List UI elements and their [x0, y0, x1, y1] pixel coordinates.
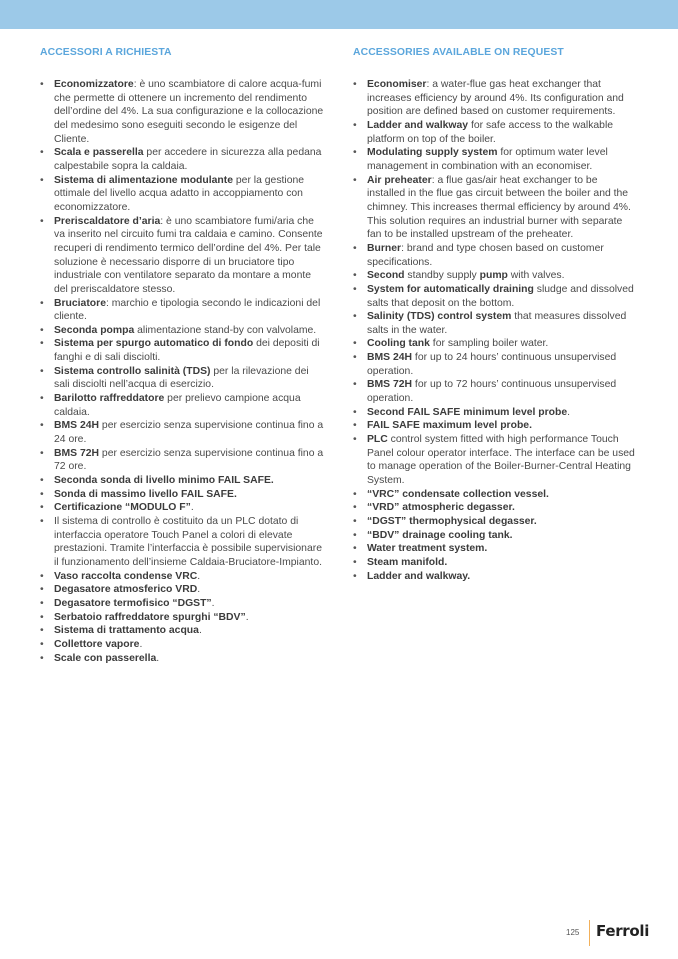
- item-term: Cooling tank: [367, 338, 430, 350]
- item-text: standby supply: [404, 270, 480, 282]
- list-item: [353, 570, 638, 584]
- list-item: [40, 583, 325, 597]
- footer-divider: [589, 920, 590, 946]
- item-text: .: [139, 638, 143, 650]
- item-term: Economizzatore: [54, 79, 134, 90]
- item-text: for optimum water level management in combination with an economiser.: [367, 147, 608, 172]
- item-term: “VRD” atmospheric degasser.: [367, 502, 515, 514]
- item-term: Vaso raccolta condense VRC: [54, 570, 198, 582]
- italian-column: [40, 46, 325, 665]
- item-text: for up to 72 hours’ continuous unsupervised operation.: [367, 379, 617, 405]
- item-term: Economiser: [367, 79, 427, 90]
- item-term: BMS 24H: [54, 420, 100, 432]
- list-item: [40, 146, 325, 173]
- list-item: [40, 365, 325, 392]
- list-item: [40, 515, 325, 570]
- list-item: [40, 419, 325, 446]
- list-item: [353, 529, 638, 543]
- list-item: [353, 488, 638, 502]
- list-item: [40, 624, 325, 638]
- item-term: Collettore vapore: [54, 638, 140, 650]
- ferroli-logo: Ferroli: [596, 922, 650, 940]
- item-text: that measures dissolved salts in the water.: [367, 311, 627, 336]
- list-item: [40, 474, 325, 488]
- item-text: .: [197, 570, 201, 582]
- item-text: .: [197, 584, 201, 596]
- list-item: [40, 570, 325, 584]
- list-item: [353, 542, 638, 556]
- item-text: : marchio e tipologia secondo le indicazioni del cliente.: [54, 297, 321, 323]
- item-text: : è uno scambiatore fumi/aria che va inserito nel circuito fumi tra caldaia e camino. Consente recuperi di rendimento termico dell’ordine del 4%. Per tale soluzione è necessario disporre di un bruciatore tipo industriale con ventilatore separato da montare a monte del preriscaldatore stesso.: [54, 215, 323, 295]
- item-text: : brand and type chosen based on customer specifications.: [367, 242, 604, 268]
- list-item: [353, 310, 638, 337]
- item-term: Bruciatore: [54, 297, 106, 309]
- list-item: [40, 324, 325, 338]
- item-term: FAIL SAFE maximum level probe.: [367, 420, 532, 432]
- item-term: Second FAIL SAFE minimum level probe: [367, 406, 568, 418]
- item-term: Steam manifold.: [367, 556, 448, 568]
- english-accessory-list: [353, 78, 638, 583]
- item-term: BMS 72H: [54, 447, 100, 459]
- italian-heading: ACCESSORI A RICHIESTA: [40, 47, 172, 58]
- item-term: Certificazione “MODULO F”: [54, 502, 191, 514]
- item-term: Modulating supply system: [367, 147, 498, 159]
- item-text: sludge and dissolved salts that deposit on the bottom.: [367, 283, 634, 309]
- item-term: Seconda pompa: [54, 324, 135, 336]
- list-item: [40, 597, 325, 611]
- item-text: per la gestione ottimale del livello acqua adatto in accoppiamento con economizzatore.: [54, 174, 305, 213]
- list-item: [353, 337, 638, 351]
- item-term: Burner: [367, 242, 402, 254]
- list-item: [353, 119, 638, 146]
- list-item: [353, 433, 638, 488]
- list-item: [353, 501, 638, 515]
- list-item: [353, 351, 638, 378]
- list-item: [40, 501, 325, 515]
- item-text: .: [567, 406, 571, 418]
- item-text: dei depositi di fanghi e di sali disciolti.: [54, 338, 320, 364]
- item-term: Sistema controllo salinità (TDS): [54, 365, 211, 377]
- item-text: for safe access to the walkable platform on top of the boiler.: [367, 119, 614, 145]
- item-text: per esercizio senza supervisione continua fino a 24 ore.: [54, 420, 324, 446]
- list-item: [40, 78, 325, 146]
- english-column: [353, 46, 638, 583]
- item-text: Il sistema di controllo è costituito da un PLC dotato di interfaccia operatore Touch Panel a colori di elevate prestazioni. Tramite l’interfaccia è possibile supervisionare il funzionamento dell’insieme Caldaia-Bruciatore-Impianto.: [54, 516, 322, 568]
- list-item: [353, 174, 638, 242]
- list-item: [40, 337, 325, 364]
- item-text: : è uno scambiatore di calore acqua-fumi che permette di ottenere un incremento del rendimento dell’ordine del 4%. La sua configurazione e la collocazione del medesimo sono eseguiti secondo le esigenze del Cliente.: [54, 79, 324, 145]
- item-text: per prelievo campione acqua caldaia.: [54, 393, 301, 418]
- item-term: Degasatore atmosferico VRD: [54, 584, 198, 596]
- english-heading: ACCESSORIES AVAILABLE ON REQUEST: [353, 47, 564, 58]
- item-term: Seconda sonda di livello minimo FAIL SAFE.: [54, 475, 274, 487]
- item-term: Salinity (TDS) control system: [367, 311, 512, 323]
- item-term: Scale con passerella: [54, 652, 157, 664]
- item-text: .: [190, 502, 194, 514]
- item-term: Scala e passerella: [54, 147, 144, 159]
- item-term: Ladder and walkway.: [367, 570, 471, 582]
- list-item: [40, 488, 325, 502]
- item-text: per esercizio senza supervisione continua fino a 72 ore.: [54, 447, 324, 473]
- item-text: .: [198, 625, 202, 637]
- page-number: 125: [566, 928, 580, 937]
- list-item: [353, 242, 638, 269]
- item-term: Sistema di alimentazione modulante: [54, 174, 233, 186]
- list-item: [40, 392, 325, 419]
- item-term: Air preheater: [367, 174, 432, 186]
- list-item: [353, 378, 638, 405]
- item-term: “VRC” condensate collection vessel.: [367, 488, 549, 500]
- list-item: [40, 297, 325, 324]
- item-term: Sonda di massimo livello FAIL SAFE.: [54, 488, 237, 500]
- item-text: for up to 24 hours’ continuous unsupervised operation.: [367, 352, 617, 377]
- item-text: .: [245, 611, 249, 623]
- top-color-band: [0, 0, 678, 29]
- item-term: System for automatically draining: [367, 283, 534, 295]
- list-item: [40, 447, 325, 474]
- list-item: [40, 215, 325, 297]
- item-term: Serbatoio raffreddatore spurghi “BDV”: [54, 611, 246, 623]
- item-term: Degasatore termofisico “DGST”: [54, 597, 212, 609]
- item-text: alimentazione stand-by con valvolame.: [134, 324, 317, 336]
- item-text: control system fitted with high performance Touch Panel colour operator interface. The interface can be used to manage operation of the Boiler-Burner-Central Heating System.: [367, 434, 635, 487]
- list-item: [353, 78, 638, 119]
- item-term: Ladder and walkway: [367, 119, 469, 131]
- item-term: PLC: [367, 434, 388, 446]
- item-text: per accedere in sicurezza alla pedana calpestabile sopra la caldaia.: [54, 147, 322, 172]
- item-term: Water treatment system.: [367, 543, 488, 555]
- list-item: [353, 269, 638, 283]
- item-term: “BDV” drainage cooling tank.: [367, 529, 513, 541]
- list-item: [40, 174, 325, 215]
- item-term: “DGST” thermophysical degasser.: [367, 516, 537, 527]
- item-text: with valves.: [507, 270, 565, 282]
- item-term: Sistema di trattamento acqua: [54, 625, 199, 637]
- list-item: [353, 283, 638, 310]
- item-text: : a water-flue gas heat exchanger that increases efficiency by around 4%. Its configuration and position are defined based on customer requirements.: [367, 79, 624, 118]
- list-item: [353, 146, 638, 173]
- italian-accessory-list: [40, 78, 325, 665]
- item-text: : a flue gas/air heat exchanger to be installed in the flue gas circuit between the boiler and the chimney. This increases thermal efficiency by around 4%. This solution requires an industrial burner with separate fan to be installed upstream of the preheater.: [367, 174, 631, 241]
- item-term: BMS 72H: [367, 379, 413, 391]
- item-term: Sistema per spurgo automatico di fondo: [54, 338, 254, 350]
- list-item: [353, 419, 638, 433]
- item-term: BMS 24H: [367, 352, 413, 364]
- item-term: Second: [367, 270, 405, 282]
- list-item: [353, 515, 638, 529]
- item-term: Barilotto raffreddatore: [54, 393, 165, 405]
- item-text: .: [211, 597, 215, 609]
- item-term: Preriscaldatore d’aria: [54, 215, 161, 227]
- item-text: for sampling boiler water.: [429, 338, 549, 350]
- list-item: [40, 652, 325, 666]
- item-term: pump: [479, 270, 508, 282]
- item-text: per la rilevazione dei sali disciolti nell’acqua di esercizio.: [54, 365, 309, 391]
- list-item: [353, 406, 638, 420]
- list-item: [40, 638, 325, 652]
- list-item: [40, 611, 325, 625]
- list-item: [353, 556, 638, 570]
- item-text: .: [156, 652, 160, 664]
